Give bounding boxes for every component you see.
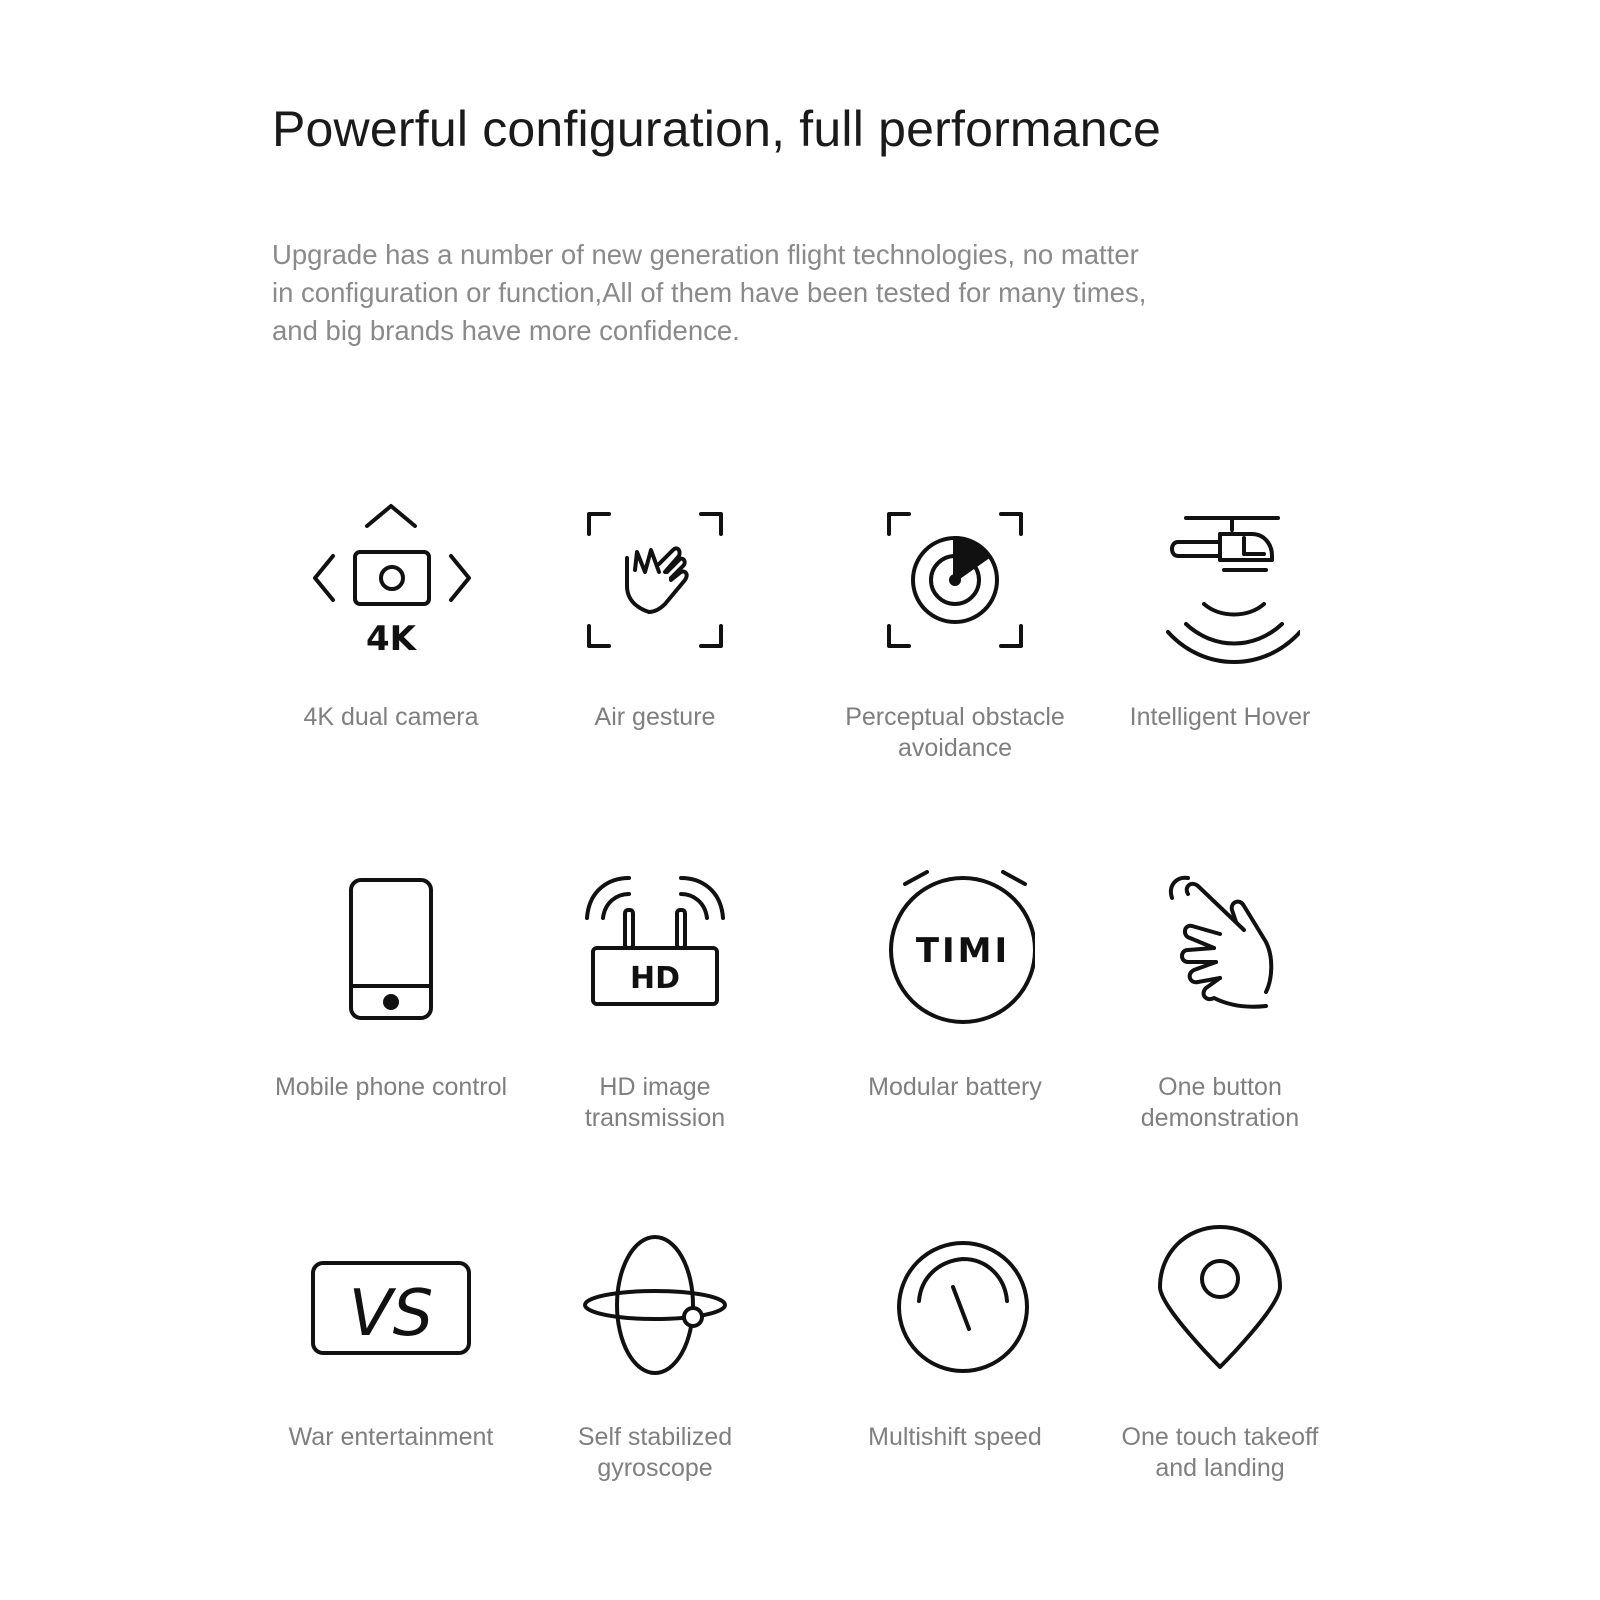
feature-label: Modular battery [868, 1073, 1042, 1101]
feature-label: Self stabilized gyroscope [577, 1423, 733, 1482]
feature-obstacle-avoidance [815, 500, 1095, 800]
finger-tap-icon [1080, 870, 1360, 1060]
feature-label: Multishift speed [868, 1423, 1042, 1451]
feature-one-button-demo [1080, 870, 1360, 1170]
feature-label: Perceptual obstacle avoidance [845, 703, 1065, 762]
description-line: and big brands have more confidence. [272, 315, 740, 346]
description-line: in configuration or function,All of them have been tested for many times, [272, 277, 1147, 308]
feature-war-entertainment [251, 1225, 531, 1525]
helicopter-hover-icon [1080, 500, 1360, 690]
feature-hd-transmission [515, 870, 795, 1170]
hand-gesture-icon [515, 500, 795, 690]
feature-gyroscope [515, 1225, 795, 1525]
feature-multishift-speed [815, 1225, 1095, 1525]
gyroscope-icon [515, 1225, 795, 1415]
radar-icon [815, 500, 1095, 690]
feature-4k-camera [251, 500, 531, 800]
speedometer-icon [815, 1225, 1095, 1415]
timer-icon [815, 870, 1095, 1060]
mobile-phone-icon [251, 870, 531, 1060]
feature-label: 4K dual camera [303, 703, 479, 731]
feature-one-touch-takeoff [1080, 1225, 1360, 1525]
feature-label: One touch takeoff and landing [1121, 1423, 1319, 1482]
location-pin-icon [1080, 1225, 1360, 1415]
hd-transmitter-icon [515, 870, 795, 1060]
vs-badge-icon [251, 1225, 531, 1415]
page-title: Powerful configuration, full performance [272, 101, 1162, 157]
feature-label: War entertainment [288, 1423, 494, 1451]
feature-air-gesture [515, 500, 795, 800]
feature-label: Intelligent Hover [1129, 703, 1311, 731]
description-line: Upgrade has a number of new generation flight technologies, no matter [272, 239, 1139, 270]
hd-text: HD [629, 961, 681, 996]
feature-modular-battery [815, 870, 1095, 1170]
page-description [272, 236, 1272, 350]
feature-label: HD image transmission [584, 1073, 726, 1132]
camera-4k-text: 4K [365, 619, 417, 659]
timi-text: TIMI [915, 931, 1011, 971]
feature-intelligent-hover [1080, 500, 1360, 800]
feature-label: Mobile phone control [274, 1073, 508, 1101]
camera-4k-icon [251, 500, 531, 690]
feature-mobile-control [251, 870, 531, 1170]
feature-label: Air gesture [594, 703, 716, 731]
feature-label: One button demonstration [1140, 1073, 1300, 1132]
vs-text: VS [348, 1277, 434, 1351]
